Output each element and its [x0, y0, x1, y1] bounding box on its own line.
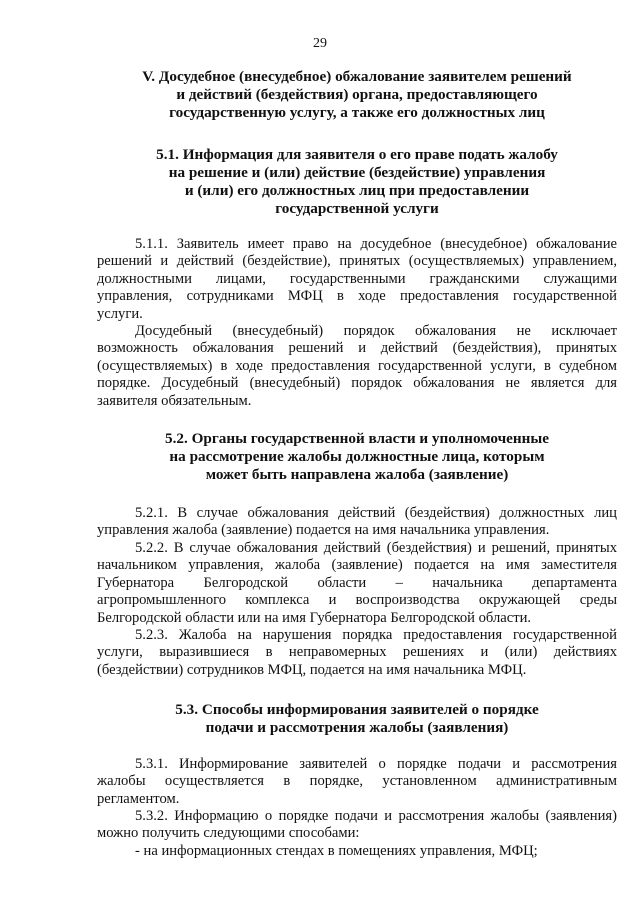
- text-line: начальником управления, жалоба (заявление) подается на имя заместителя: [97, 557, 617, 574]
- heading-line: может быть направлена жалоба (заявление): [205, 466, 509, 483]
- paragraph-5-3-1: [97, 756, 617, 808]
- heading-line: на рассмотрение жалобы должностные лица, которым: [169, 448, 545, 465]
- text-line: управления жалоба (заявление) подается на имя начальника управления.: [97, 522, 550, 539]
- heading-line: подачи и рассмотрения жалобы (заявления): [205, 719, 509, 736]
- text-line: 5.2.2. В случае обжалования действий (бездействия) и решений, принятых: [135, 540, 617, 556]
- heading-line: 5.3. Способы информирования заявителей о порядке: [175, 701, 539, 718]
- text-line: агропромышленного комплекса и воспроизводства окружающей среды: [97, 592, 617, 609]
- text-line: Досудебный (внесудебный) порядок обжалования не исключает: [135, 323, 617, 339]
- heading-line: 5.1. Информация для заявителя о его праве подать жалобу: [156, 146, 558, 163]
- section-5-1-heading: [97, 146, 617, 218]
- text-line: можно получить следующими способами:: [97, 825, 360, 842]
- text-line: 5.3.1. Информирование заявителей о порядке подачи и рассмотрения: [135, 756, 617, 772]
- list-item: - на информационных стендах в помещениях управления, МФЦ;: [135, 842, 538, 859]
- paragraph-pretrial: [97, 323, 617, 410]
- text-line: услуги, выразившиеся в неправомерных решениях и (или) действиях: [97, 644, 617, 661]
- section-5-2-heading: [97, 430, 617, 484]
- heading-line: государственную услугу, а также его должностных лиц: [169, 104, 545, 121]
- text-line: 5.3.2. Информацию о порядке подачи и рассмотрения жалобы (заявления): [135, 808, 617, 824]
- text-line: 5.2.1. В случае обжалования действий (бездействия) должностных лиц: [135, 505, 617, 521]
- text-line: (бездействии) сотрудников МФЦ, подается на имя начальника МФЦ.: [97, 661, 527, 678]
- heading-line: на решение и (или) действие (бездействие) управления: [168, 164, 546, 181]
- text-line: порядке. Досудебный (внесудебный) порядок обжалования не является для: [97, 375, 617, 392]
- text-line: возможность обжалования решений и действий (бездействия), принятых: [97, 340, 617, 357]
- text-line: Белгородской области или на имя Губернатора Белгородской области.: [97, 609, 532, 626]
- heading-line: 5.2. Органы государственной власти и уполномоченные: [164, 430, 549, 447]
- text-line: услуги.: [97, 305, 143, 322]
- text-line: жалобы осуществляется в порядке, установленном административным: [97, 773, 617, 790]
- text-line: (осуществляемых) в ходе предоставления государственной услуги, в судебном: [97, 357, 617, 374]
- paragraph-5-2-1: [97, 505, 617, 540]
- paragraph-5-2-3: [97, 627, 617, 679]
- text-line: регламентом.: [97, 790, 180, 807]
- heading-line: государственной услуги: [275, 200, 439, 217]
- text-line: должностными лицами, государственными гражданскими служащими: [97, 270, 617, 287]
- page-number: 29: [313, 36, 327, 51]
- text-line: управления, сотрудниками МФЦ в ходе предоставления государственной: [97, 288, 617, 305]
- text-line: 5.2.3. Жалоба на нарушения порядка предоставления государственной: [135, 627, 617, 643]
- section-5-3-heading: [97, 701, 617, 737]
- heading-line: и (или) его должностных лиц при предоставлении: [184, 182, 530, 199]
- paragraph-5-1-1: [97, 236, 617, 323]
- heading-line: и действий (бездействия) органа, предоставляющего: [176, 86, 538, 103]
- text-line: решений и действий (бездействие), принятых (осуществляемых) управлением,: [97, 253, 617, 270]
- text-line: заявителя обязательным.: [97, 392, 252, 409]
- section-v-heading: [97, 68, 617, 122]
- text-line: 5.1.1. Заявитель имеет право на досудебное (внесудебное) обжалование: [135, 236, 617, 252]
- paragraph-5-2-2: [97, 540, 617, 627]
- heading-line: V. Досудебное (внесудебное) обжалование заявителем решений: [142, 68, 572, 85]
- paragraph-5-3-2: [97, 808, 617, 860]
- text-line: Губернатора Белгородской области – начальника департамента: [97, 574, 617, 591]
